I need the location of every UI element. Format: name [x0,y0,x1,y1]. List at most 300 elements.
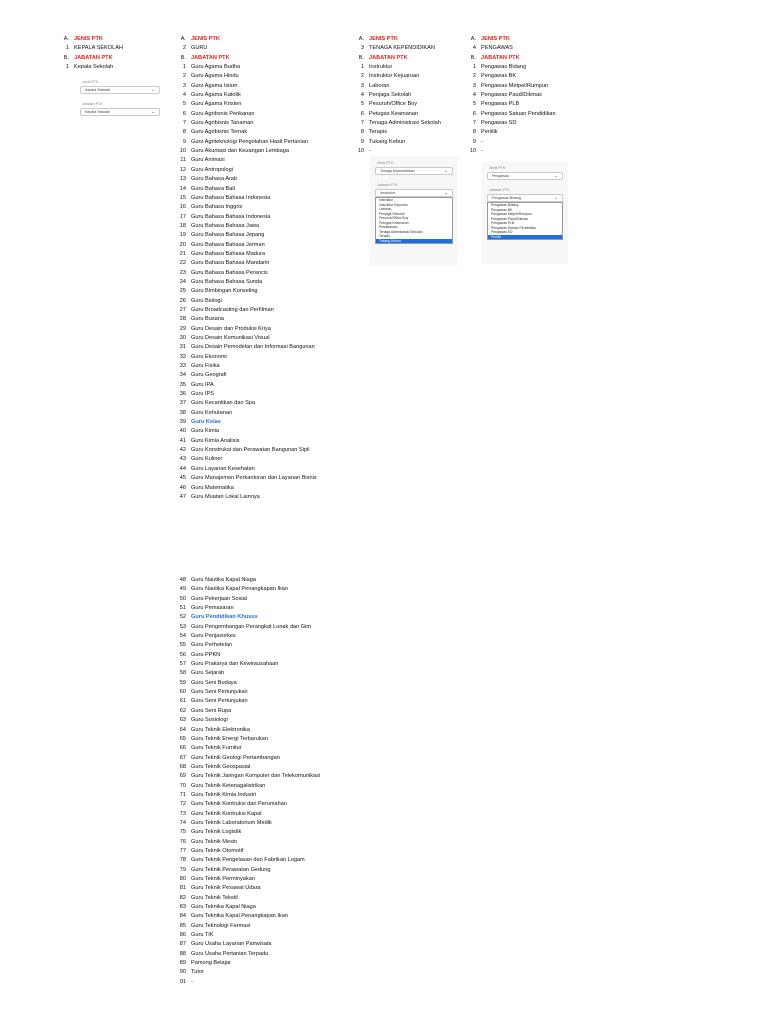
list-item [172,147,317,156]
list-item [172,697,320,706]
item-label: Guru Pemasaran [191,605,234,612]
section-letter: A. [180,36,186,42]
item-number: 22 [179,260,186,267]
jenis-ptk-header [350,35,441,44]
item-label: Guru Kelas [191,419,221,426]
item-number: 87 [179,941,186,948]
list-item [172,381,317,390]
item-label: Guru Teknologi Farmasi [191,922,251,929]
item-label: Guru Teknika Kapal Niaga [191,904,256,911]
item-number: 62 [179,707,186,714]
item-number: 86 [179,932,186,939]
list-item [172,362,317,371]
item-number: 2 [182,45,186,52]
dropdown-option[interactable]: Pustakawan [379,225,398,229]
item-label: Guru Teknik Energi Terbarukan [191,735,268,742]
item-label: Guru Antropologi [191,166,233,173]
dropdown-option[interactable]: Tenaga Administrasi Sekolah [379,229,423,234]
section-title: JABATAN PTK [191,54,230,61]
item-number: 4 [182,92,186,99]
item-number: 3 [472,82,476,89]
item-number: 39 [179,419,186,426]
list-item [172,894,320,903]
item-number: 51 [179,605,186,612]
list-item [172,203,317,212]
item-number: 28 [179,316,186,323]
column-tenaga-kependidikan [350,35,441,156]
item-label: Guru Matematika [191,484,234,491]
dropdown-option[interactable]: Instruktur Kejuruan [379,202,408,207]
dropdown-option[interactable]: Pesuruh/Office Boy [379,216,409,220]
item-number: 6 [472,110,476,117]
item-label: Guru Teknik Kontruksi Kapal [191,810,262,817]
dropdown-option[interactable]: Penilik [488,235,562,240]
item-label: Guru Bahasa Inggris [191,204,243,211]
item-number: 71 [179,791,186,798]
select-value: Kepala Sekolah [85,88,111,92]
jabatan-ptk-select[interactable] [487,194,563,202]
item-label: GURU [191,45,208,52]
item-label: Guru Agribisnis Tanaman [191,120,254,127]
list-item [172,604,320,613]
item-label: KEPALA SEKOLAH [74,45,124,52]
dropdown-option[interactable]: Pengawas Bidang [491,203,519,207]
list-item [172,940,320,949]
item-label: Guru Muatan Lokal Lainnya [191,493,260,500]
item-label: Pengawas PLB [481,101,520,108]
jabatan-ptk-dropdown-list[interactable] [375,197,453,244]
item-number: 6 [360,110,364,117]
item-number: 8 [472,129,476,136]
list-item [172,866,320,875]
item-label: Guru Fisika [191,363,220,370]
item-label: Guru Bahasa Bahasa Jerman [191,241,265,248]
list-item [172,484,317,493]
item-number: 91 [179,978,186,985]
chevron-down-icon: ⌄ [151,109,155,114]
list-item [172,446,317,455]
section-letter: B. [470,54,476,61]
section-title: JABATAN PTK [74,54,113,61]
list-item [172,585,320,594]
item-number: 76 [179,838,186,845]
form-panel [375,161,453,244]
item-label: Guru Prakarya dan Kewirausahaan [191,661,279,668]
chevron-down-icon: ⌄ [554,195,558,200]
item-label: Guru Pendidikan Khusus [191,614,258,621]
jenis-ptk-item [462,44,556,53]
section-letter: B. [180,54,186,61]
item-number: 27 [179,306,186,313]
list-item [172,716,320,725]
item-label: Guru Desain Komunikasi Visual [191,335,270,341]
item-number: 26 [179,297,186,304]
item-number: 35 [179,381,186,388]
item-number: 21 [179,250,186,257]
item-label: Pengawas Bidang [481,64,527,71]
list-item [172,828,320,837]
item-label: Guru Seni Rupa [191,707,232,714]
list-item [172,138,317,147]
item-label: Guru Teknik Logistik [191,829,242,836]
item-label: Petugas Keamanan [369,110,419,117]
jabatan-ptk-header [172,54,317,63]
list-item [172,334,317,343]
list-item [172,409,317,418]
dropdown-option[interactable]: Pengawas Paud/Dikmas [491,216,528,221]
dropdown-option[interactable]: Petugas Keamanan [379,220,409,225]
item-label: Pengawas Paud/Dikmas [481,92,542,99]
list-item [172,100,317,109]
item-number: 17 [179,213,186,220]
jabatan-ptk-header [462,54,556,63]
item-label: - [191,978,193,985]
item-label: Penjaga Sekolah [369,92,412,99]
list-item [172,278,317,287]
section-letter: A. [358,36,364,42]
list-item [172,754,320,763]
item-label: Guru Akuntasi dan Keuangan Lembaga [191,148,289,155]
item-number: 11 [180,157,186,164]
jabatan-ptk-select[interactable] [375,189,453,197]
item-label: Pengawas SD [481,120,517,127]
list-item [172,679,320,688]
item-label: Guru Bahasa Arab [191,176,238,183]
item-label: Guru Seni Pertunjukan [191,698,248,705]
item-label: Guru Nautika Kapal Penangkapan Ikan [191,586,289,593]
section-title: JENIS PTK [191,36,220,42]
item-number: 1 [472,64,476,71]
item-label: Guru Teknik Perminyakan [191,876,255,882]
column-guru-continued [172,576,320,987]
item-number: 49 [179,586,186,593]
item-number: 3 [360,45,364,52]
item-number: 9 [182,138,186,145]
list-item [172,241,317,250]
list-item [172,297,317,306]
item-number: 23 [179,269,186,276]
dropdown-option[interactable]: Pengawas PLB [491,221,515,225]
list-item [462,63,556,72]
list-item [172,931,320,940]
item-label: Guru Biologi [191,297,222,304]
item-number: 65 [179,735,186,742]
item-number: 45 [179,475,186,482]
item-number: 78 [179,857,186,864]
item-label: Guru Bahasa Bahasa Mandarin [191,260,270,267]
item-label: Guru Teknik Perawatan Gedung [191,866,271,873]
item-number: 2 [182,73,186,80]
dropdown-option[interactable]: Pengawas Metpel/Rumpun [491,212,532,216]
item-number: 66 [179,745,186,752]
dropdown-option[interactable]: Pengawas SD [491,230,513,234]
item-label: Guru Usaha Pertanian Terpadu [191,950,269,957]
item-number: 5 [472,101,476,108]
list-item [172,493,317,502]
list-item [172,437,317,446]
item-number: 55 [179,642,186,649]
item-label: Guru Sejarah [191,670,225,677]
item-number: 88 [179,950,186,957]
list-item [172,72,317,81]
dropdown-option[interactable]: Pengawas Satuan Pendidikan [491,225,537,230]
list-item [172,306,317,315]
item-label: Guru Agriteknologi Pengolahan Hasil Pertanian [191,138,308,145]
list-item [172,810,320,819]
list-item [350,110,441,119]
item-number: 67 [179,754,186,761]
jenis-ptk-select[interactable] [80,86,160,94]
item-number: 36 [179,391,186,398]
list-item [172,688,320,697]
list-item [172,418,317,427]
list-item [172,847,320,856]
list-item [172,128,317,137]
item-label: - [369,148,371,155]
item-number: 1 [360,64,364,71]
list-item [172,576,320,585]
list-item [172,641,320,650]
item-number: 3 [182,82,186,89]
form-screenshot-tenaga-kependidikan [370,156,458,266]
item-label: Guru IPS [191,391,215,398]
list-item [172,856,320,865]
section-title: JENIS PTK [369,36,398,42]
list-item [172,669,320,678]
item-number: 57 [179,661,186,668]
column-kepala-sekolah [55,35,123,72]
item-label: TENAGA KEPENDIDIKAN [369,45,435,52]
item-label: Guru Busana [191,316,224,323]
dropdown-option[interactable]: Tukang Kebun [376,239,452,244]
list-item [172,772,320,781]
jabatan-ptk-item [55,63,123,72]
item-number: 81 [179,885,186,892]
item-number: 43 [179,456,186,463]
dropdown-option[interactable]: Instruktur [379,198,394,202]
item-label: Guru Bahasa Bahasa Madura [191,250,266,257]
item-number: 61 [179,698,186,705]
item-label: - [481,148,483,155]
list-item [172,744,320,753]
item-label: Guru Teknika Kapal Penangkapan Ikan [191,913,288,920]
item-label: Guru Agama Kristen [191,101,242,108]
item-label: Guru Perhotelan [191,642,233,649]
section-letter: B. [63,54,69,61]
item-number: 89 [179,960,186,967]
item-number: 60 [179,689,186,696]
item-label: Pengawas BK [481,73,517,80]
list-item [172,465,317,474]
item-number: 48 [179,577,186,583]
select-value: Pengawas [492,174,509,178]
item-label: Pengawas Satuan Pendidikan [481,110,556,117]
list-item [172,194,317,203]
jenis-ptk-field-label: Jenis PTK [82,80,99,84]
item-number: 1 [182,64,186,71]
column-guru [172,35,317,502]
select-value: Instruktur [380,191,395,195]
item-label: Guru Konstruksi dan Perawatan Bangunan Sipil [191,447,310,454]
list-item [172,269,317,278]
jabatan-ptk-field-label: Jabatan PTK [489,188,510,192]
item-number: 33 [179,363,186,370]
item-label: Guru Seni Pertunjukan [191,689,248,696]
list-item [350,82,441,91]
list-item [172,343,317,352]
list-item [350,63,441,72]
jabatan-ptk-dropdown-list[interactable] [487,202,563,240]
item-label: Guru Bahasa Bahasa Indonesia [191,213,271,220]
item-label: Guru Agama Hindu [191,73,239,80]
list-item [172,399,317,408]
list-item [172,632,320,641]
item-label: Guru Bahasa Bahasa Sunda [191,278,263,285]
item-number: 15 [179,194,186,201]
item-number: 12 [179,166,186,173]
item-label: Guru Manajemen Perkantoran dan Layanan Bisnis [191,475,317,482]
item-number: 10 [179,148,186,155]
list-item [350,128,441,137]
select-value: Tenaga Kependidikan [380,169,415,173]
item-number: 6 [182,110,186,117]
item-label: Guru Teknik Kontruksi dan Perumahan [191,801,287,808]
list-item [172,353,317,362]
list-item [172,950,320,959]
list-item [172,968,320,977]
item-number: 74 [179,819,186,826]
list-item [462,72,556,81]
form-screenshot-kepala-sekolah [80,80,160,116]
form-panel [487,166,563,240]
jabatan-ptk-select[interactable] [80,108,160,116]
list-item [462,100,556,109]
jenis-ptk-item [55,44,123,53]
item-label: Guru Teknik Jaringan Komputer dan Telekomunikasi [191,773,321,780]
item-label: Pengawas Metpel/Rumpun [481,82,549,89]
item-label: Guru Kecantikan dan Spa [191,400,256,407]
dropdown-option[interactable]: Pengawas BK [491,207,513,212]
list-item [172,791,320,800]
list-item [172,959,320,968]
list-item [172,231,317,240]
item-number: 83 [179,904,186,911]
list-item [172,325,317,334]
list-item [172,819,320,828]
item-number: 58 [179,670,186,677]
item-label: Guru Teknik Kimia Industri [191,791,257,798]
item-number: 77 [179,847,186,854]
item-number: 90 [179,969,186,976]
list-item [172,213,317,222]
item-label: PENGAWAS [481,45,513,52]
item-number: 10 [469,148,476,155]
item-label: Guru Kimia Analisis [191,437,240,444]
item-label: Guru Bahasa Bahasa Jepang [191,232,265,239]
item-number: 5 [360,101,364,108]
item-number: 52 [179,614,186,621]
list-item [462,110,556,119]
list-item [462,147,556,156]
item-number: 42 [179,447,186,454]
item-number: 16 [179,204,186,211]
item-number: 14 [179,185,186,192]
list-item [462,128,556,137]
item-number: 50 [179,595,186,602]
list-item [172,595,320,604]
item-number: 30 [179,335,186,341]
item-number: 41 [179,437,186,444]
list-item [462,91,556,100]
select-value: Pengawas Bidang [492,196,521,200]
item-label: Guru Teknik Geologi Pertambangan [191,754,280,761]
item-label: Guru Sosiologi [191,717,228,724]
item-number: 79 [179,866,186,873]
list-item [172,371,317,380]
item-number: 3 [360,82,364,89]
item-label: Tutor [191,969,204,976]
item-label: Guru Penjasorkes [191,633,236,640]
chevron-down-icon: ⌄ [444,168,448,173]
list-item [172,707,320,716]
list-item [172,903,320,912]
dropdown-option[interactable]: Penjaga Sekolah [379,211,405,216]
item-label: Guru Agama Budha [191,64,241,71]
item-number: 38 [179,409,186,416]
list-item [172,875,320,884]
item-label: Instruktur Kejuaruan [369,73,420,80]
list-item [462,138,556,147]
jenis-ptk-select[interactable] [487,172,563,180]
item-number: 59 [179,679,186,686]
dropdown-option[interactable]: Laboran [379,207,392,211]
list-item [172,287,317,296]
list-item [172,427,317,436]
jabatan-guru-list-part1 [172,63,317,502]
item-label: Guru Nautika Kapal Niaga [191,577,256,583]
list-item [172,912,320,921]
item-number: 7 [182,120,186,127]
list-item [172,978,320,987]
item-label: Guru Animasi [191,157,225,164]
item-number: 2 [472,73,476,80]
list-item [172,782,320,791]
item-number: 64 [179,726,186,733]
item-number: 40 [179,428,186,435]
item-label: Guru Teknik Mesin [191,838,238,845]
jenis-ptk-item [172,44,317,53]
item-number: 25 [179,288,186,295]
jenis-ptk-select[interactable] [375,167,453,175]
jenis-ptk-header [462,35,556,44]
item-number: 32 [179,353,186,360]
item-number: 31 [179,344,186,351]
jenis-ptk-field-label: Jenis PTK [377,161,394,165]
form-screenshot-pengawas [482,162,568,264]
item-number: 70 [179,782,186,789]
item-number: 4 [472,92,476,99]
dropdown-option[interactable]: Terapis [379,234,390,238]
item-label: Guru Bahasa Bahasa Jawa [191,222,260,229]
item-label: Guru Teknik Pengelasan dan Fabrikan Logam [191,857,305,864]
list-item [172,185,317,194]
item-label: Guru Geografi [191,372,227,379]
item-number: 69 [179,773,186,780]
item-number: 1 [65,45,69,52]
item-label: Penilik [481,129,498,136]
item-number: 53 [179,623,186,630]
item-label: Guru Desain Pemodelan dan Informasi Bangunan [191,344,315,351]
